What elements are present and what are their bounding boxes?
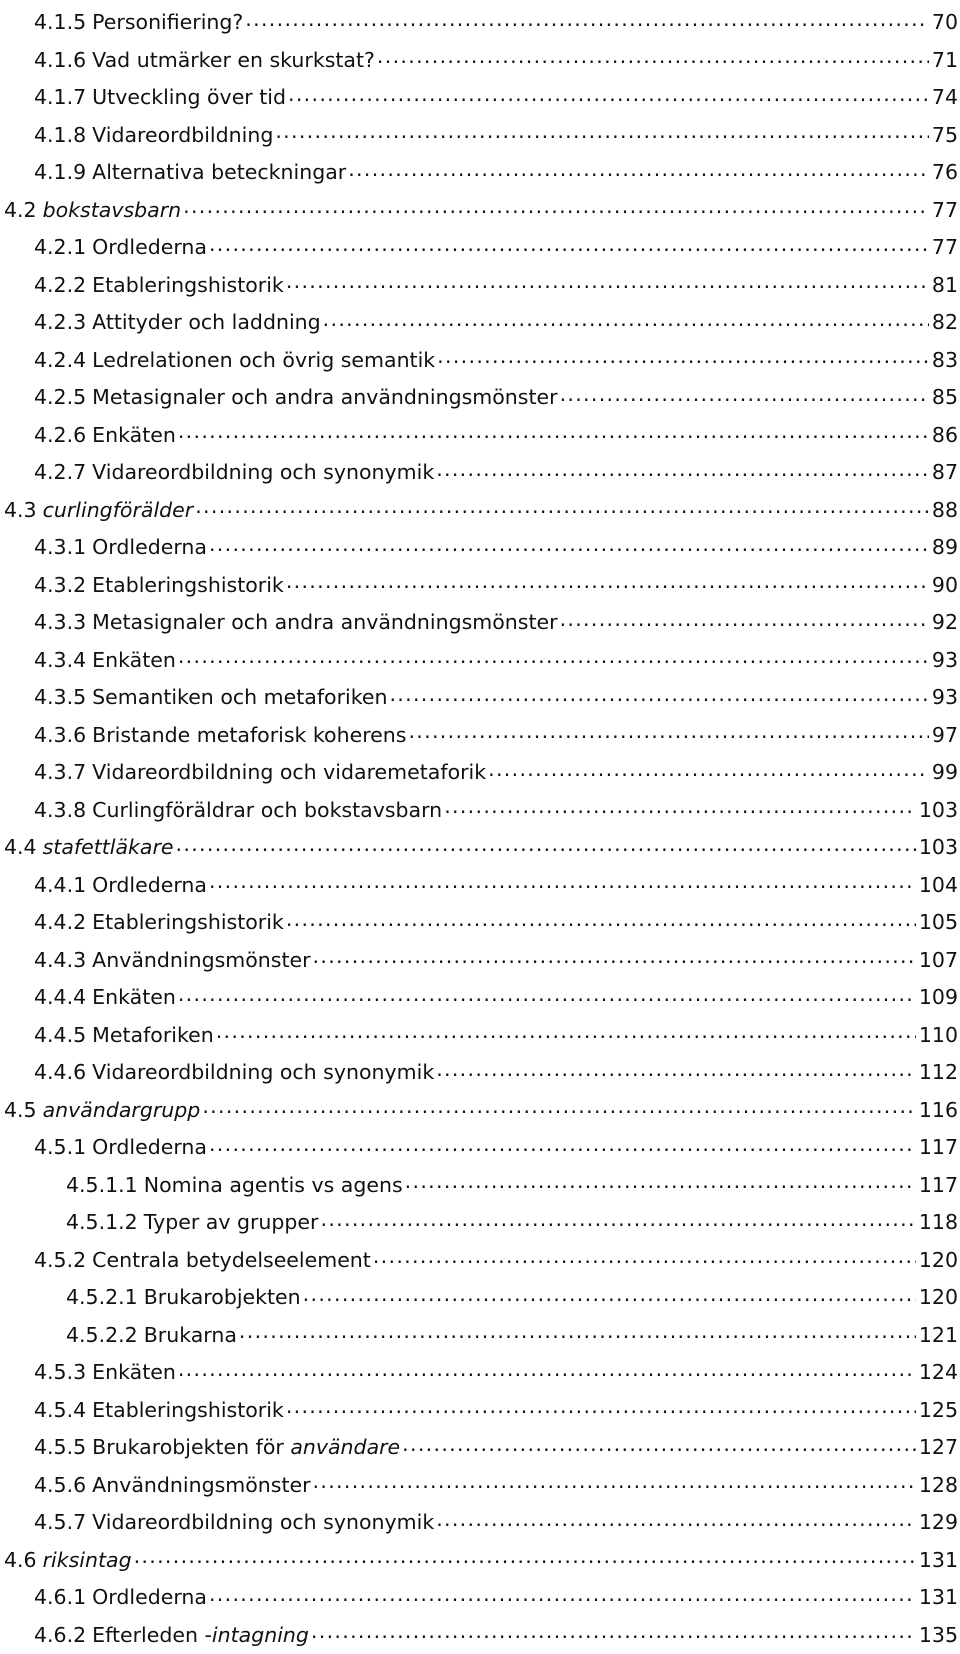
toc-entry-number: 4.3.1 xyxy=(34,529,86,567)
toc-entry[interactable] xyxy=(0,829,960,867)
toc-entry-number: 4.1.6 xyxy=(34,42,86,80)
toc-entry-title xyxy=(92,1617,309,1654)
toc-entry-number: 4.5 xyxy=(4,1092,37,1130)
toc-entry-title-text: Ordlederna xyxy=(92,1135,207,1159)
dot-leader xyxy=(560,609,929,630)
toc-entry-title xyxy=(92,79,286,117)
dot-leader xyxy=(209,871,916,892)
dot-leader xyxy=(377,46,929,67)
toc-entry-title xyxy=(92,154,346,192)
toc-entry-title-text: Användningsmönster xyxy=(92,948,310,972)
toc-entry-title xyxy=(92,717,406,755)
toc-entry-title xyxy=(92,754,486,792)
toc-entry-number: 4.2.4 xyxy=(34,342,86,380)
toc-entry-number: 4.1.7 xyxy=(34,79,86,117)
toc-entry-number: 4.1.8 xyxy=(34,117,86,155)
toc-entry-title-text: Etableringshistorik xyxy=(92,573,284,597)
toc-entry-title-text: Curlingföräldrar och bokstavsbarn xyxy=(92,798,442,822)
toc-entry-number: 4.4.1 xyxy=(34,867,86,905)
toc-entry-page-number: 70 xyxy=(932,4,958,42)
dot-leader xyxy=(303,1284,916,1305)
toc-entry[interactable] xyxy=(0,1467,960,1505)
toc-entry-title-text: Etableringshistorik xyxy=(92,910,284,934)
toc-entry-title-text: Bristande metaforisk koherens xyxy=(92,723,406,747)
toc-entry-title-text: Vidareordbildning och vidaremetaforik xyxy=(92,760,486,784)
toc-entry-title xyxy=(92,567,284,605)
toc-entry-number: 4.3.3 xyxy=(34,604,86,642)
toc-entry-title xyxy=(92,1467,310,1505)
dot-leader xyxy=(183,196,929,217)
toc-entry-title-text: Metasignaler och andra användningsmönster xyxy=(92,610,557,634)
toc-entry-title-text: Brukarobjekten för xyxy=(92,1435,290,1459)
toc-entry-title xyxy=(43,1542,132,1580)
toc-entry[interactable] xyxy=(0,604,960,642)
toc-entry-page-number: 76 xyxy=(932,154,958,192)
toc-entry-title xyxy=(92,1392,284,1430)
toc-entry-title xyxy=(92,229,207,267)
toc-entry[interactable] xyxy=(0,192,960,230)
toc-entry-number: 4.5.2.1 xyxy=(66,1279,138,1317)
toc-entry-title-text: Etableringshistorik xyxy=(92,1398,284,1422)
toc-entry-page-number: 125 xyxy=(919,1392,958,1430)
toc-entry[interactable] xyxy=(0,454,960,492)
toc-entry-page-number: 92 xyxy=(932,604,958,642)
dot-leader xyxy=(373,1246,916,1267)
toc-entry[interactable] xyxy=(0,379,960,417)
toc-entry[interactable] xyxy=(0,267,960,305)
toc-entry[interactable] xyxy=(0,867,960,905)
dot-leader xyxy=(437,346,929,367)
dot-leader xyxy=(216,1021,916,1042)
toc-entry-title-text: Vidareordbildning och synonymik xyxy=(92,1060,434,1084)
toc-entry-number: 4.5.2.2 xyxy=(66,1317,138,1355)
toc-entry[interactable] xyxy=(0,792,960,830)
toc-entry-title xyxy=(92,679,387,717)
toc-entry-title-text: Vidareordbildning och synonymik xyxy=(92,1510,434,1534)
toc-entry-title xyxy=(92,792,442,830)
toc-entry-title-text: Ordlederna xyxy=(92,873,207,897)
toc-entry[interactable] xyxy=(0,1617,960,1654)
toc-entry-title-text: Vad utmärker en skurkstat? xyxy=(92,48,375,72)
toc-entry-title xyxy=(92,1242,371,1280)
toc-entry[interactable] xyxy=(0,1392,960,1430)
toc-entry-number: 4.4.4 xyxy=(34,979,86,1017)
toc-entry-title-text: Ledrelationen och övrig semantik xyxy=(92,348,435,372)
toc-entry-title xyxy=(92,304,320,342)
toc-entry-title-text: Användningsmönster xyxy=(92,1473,310,1497)
toc-entry-title xyxy=(92,1129,207,1167)
toc-entry[interactable] xyxy=(0,1504,960,1542)
toc-entry[interactable] xyxy=(0,1167,960,1205)
toc-entry-page-number: 128 xyxy=(919,1467,958,1505)
toc-entry-title-text: curlingförälder xyxy=(43,498,194,522)
toc-entry-title xyxy=(43,492,194,530)
toc-entry-number: 4.4.3 xyxy=(34,942,86,980)
toc-entry-page-number: 103 xyxy=(919,792,958,830)
toc-entry-title xyxy=(92,379,557,417)
toc-entry-page-number: 129 xyxy=(919,1504,958,1542)
toc-entry[interactable] xyxy=(0,1129,960,1167)
dot-leader xyxy=(209,1584,916,1605)
toc-entry-title-text: Centrala betydelseelement xyxy=(92,1248,371,1272)
toc-entry-page-number: 110 xyxy=(919,1017,958,1055)
toc-entry-title-text: Semantiken och metaforiken xyxy=(92,685,387,709)
toc-entry[interactable] xyxy=(0,154,960,192)
toc-entry-page-number: 103 xyxy=(919,829,958,867)
toc-entry[interactable] xyxy=(0,79,960,117)
toc-entry-page-number: 109 xyxy=(919,979,958,1017)
toc-entry-page-number: 104 xyxy=(919,867,958,905)
dot-leader xyxy=(311,1621,916,1642)
toc-entry-page-number: 127 xyxy=(919,1429,958,1467)
dot-leader xyxy=(178,1359,916,1380)
toc-entry-title-text: Alternativa beteckningar xyxy=(92,160,346,184)
toc-entry-page-number: 86 xyxy=(932,417,958,455)
toc-entry-title xyxy=(92,417,176,455)
toc-entry[interactable] xyxy=(0,904,960,942)
toc-entry[interactable] xyxy=(0,42,960,80)
toc-entry-title xyxy=(92,904,284,942)
toc-entry-title xyxy=(92,642,176,680)
toc-entry-title xyxy=(92,942,310,980)
toc-entry-title-italic-term: användare xyxy=(290,1435,400,1459)
toc-entry-title xyxy=(92,1354,176,1392)
toc-entry-number: 4.5.6 xyxy=(34,1467,86,1505)
toc-entry[interactable] xyxy=(0,1204,960,1242)
toc-entry[interactable] xyxy=(0,1242,960,1280)
toc-entry-title xyxy=(92,117,273,155)
toc-entry-title-text: Brukarna xyxy=(144,1323,237,1347)
toc-entry-title xyxy=(43,829,174,867)
toc-entry-number: 4.3 xyxy=(4,492,37,530)
toc-entry-title-text: Enkäten xyxy=(92,423,176,447)
toc-entry-title xyxy=(92,1429,400,1467)
toc-entry[interactable] xyxy=(0,1317,960,1355)
toc-entry[interactable] xyxy=(0,979,960,1017)
toc-entry-page-number: 97 xyxy=(932,717,958,755)
toc-entry[interactable] xyxy=(0,229,960,267)
toc-entry-page-number: 105 xyxy=(919,904,958,942)
toc-entry-title-text: Attityder och laddning xyxy=(92,310,320,334)
toc-entry[interactable] xyxy=(0,1429,960,1467)
toc-entry-page-number: 112 xyxy=(919,1054,958,1092)
toc-entry-title xyxy=(92,979,176,1017)
toc-entry-number: 4.4.2 xyxy=(34,904,86,942)
toc-entry-title xyxy=(144,1204,319,1242)
toc-entry-number: 4.2.3 xyxy=(34,304,86,342)
toc-entry-number: 4.3.7 xyxy=(34,754,86,792)
toc-entry-page-number: 93 xyxy=(932,642,958,680)
toc-entry-number: 4.5.4 xyxy=(34,1392,86,1430)
toc-entry-title-text: Typer av grupper xyxy=(144,1210,319,1234)
toc-entry-page-number: 90 xyxy=(932,567,958,605)
dot-leader xyxy=(239,1321,916,1342)
toc-entry-page-number: 87 xyxy=(932,454,958,492)
toc-entry-number: 4.6.1 xyxy=(34,1579,86,1617)
dot-leader xyxy=(178,646,929,667)
toc-entry-page-number: 124 xyxy=(919,1354,958,1392)
toc-entry-number: 4.3.5 xyxy=(34,679,86,717)
toc-entry-page-number: 75 xyxy=(932,117,958,155)
toc-entry-page-number: 120 xyxy=(919,1279,958,1317)
toc-entry-number: 4.2.1 xyxy=(34,229,86,267)
toc-entry-title xyxy=(92,604,557,642)
toc-entry-number: 4.4 xyxy=(4,829,37,867)
toc-entry[interactable] xyxy=(0,117,960,155)
toc-entry-page-number: 107 xyxy=(919,942,958,980)
toc-entry-number: 4.2.2 xyxy=(34,267,86,305)
toc-entry-page-number: 77 xyxy=(932,192,958,230)
dot-leader xyxy=(275,121,929,142)
toc-entry-title xyxy=(92,342,435,380)
toc-entry-page-number: 118 xyxy=(919,1204,958,1242)
dot-leader xyxy=(560,384,929,405)
toc-entry-number: 4.1.9 xyxy=(34,154,86,192)
dot-leader xyxy=(286,1396,916,1417)
toc-entry-title-text: Efterleden - xyxy=(92,1623,212,1647)
toc-entry[interactable] xyxy=(0,304,960,342)
toc-entry-page-number: 131 xyxy=(919,1542,958,1580)
toc-entry-title xyxy=(92,1579,207,1617)
dot-leader xyxy=(313,1471,916,1492)
toc-entry-page-number: 83 xyxy=(932,342,958,380)
toc-entry-number: 4.2.7 xyxy=(34,454,86,492)
toc-entry-title xyxy=(92,267,284,305)
toc-entry-title-italic-term: intagning xyxy=(212,1623,309,1647)
dot-leader xyxy=(245,9,929,30)
toc-entry-page-number: 77 xyxy=(932,229,958,267)
toc-entry-page-number: 117 xyxy=(919,1129,958,1167)
toc-entry[interactable] xyxy=(0,1092,960,1130)
toc-entry-number: 4.3.4 xyxy=(34,642,86,680)
dot-leader xyxy=(389,684,928,705)
toc-entry-title-text: användargrupp xyxy=(43,1098,201,1122)
toc-entry[interactable] xyxy=(0,1054,960,1092)
toc-entry-number: 4.6 xyxy=(4,1542,37,1580)
toc-entry-page-number: 116 xyxy=(919,1092,958,1130)
toc-entry-page-number: 81 xyxy=(932,267,958,305)
toc-entry-number: 4.3.2 xyxy=(34,567,86,605)
dot-leader xyxy=(286,909,916,930)
dot-leader xyxy=(134,1546,916,1567)
toc-entry-title-text: riksintag xyxy=(43,1548,132,1572)
toc-entry-title xyxy=(43,192,182,230)
toc-entry[interactable] xyxy=(0,717,960,755)
toc-entry-title xyxy=(144,1167,403,1205)
toc-entry-title-text: Vidareordbildning och synonymik xyxy=(92,460,434,484)
dot-leader xyxy=(209,534,929,555)
toc-entry-page-number: 71 xyxy=(932,42,958,80)
toc-entry[interactable] xyxy=(0,567,960,605)
toc-entry[interactable] xyxy=(0,642,960,680)
toc-entry-title-text: Personifiering? xyxy=(92,10,243,34)
toc-entry-number: 4.1.5 xyxy=(34,4,86,42)
toc-entry-title xyxy=(144,1279,301,1317)
toc-entry-number: 4.5.3 xyxy=(34,1354,86,1392)
toc-entry-title-text: Ordlederna xyxy=(92,1585,207,1609)
toc-entry-title xyxy=(92,529,207,567)
toc-entry-number: 4.3.8 xyxy=(34,792,86,830)
dot-leader xyxy=(313,946,916,967)
toc-entry-title xyxy=(92,42,375,80)
toc-entry[interactable] xyxy=(0,1579,960,1617)
toc-entry-page-number: 93 xyxy=(932,679,958,717)
dot-leader xyxy=(405,1171,916,1192)
toc-entry-title xyxy=(92,867,207,905)
toc-entry-page-number: 88 xyxy=(932,492,958,530)
dot-leader xyxy=(195,496,929,517)
toc-entry-title-text: Metaforiken xyxy=(92,1023,214,1047)
dot-leader xyxy=(202,1096,916,1117)
toc-entry-page-number: 82 xyxy=(932,304,958,342)
toc-entry-number: 4.2.6 xyxy=(34,417,86,455)
toc-entry-title xyxy=(144,1317,237,1355)
toc-entry-page-number: 121 xyxy=(919,1317,958,1355)
toc-entry-title-text: bokstavsbarn xyxy=(43,198,182,222)
dot-leader xyxy=(444,796,916,817)
toc-entry-page-number: 135 xyxy=(919,1617,958,1654)
toc-entry-title-text: Metasignaler och andra användningsmönster xyxy=(92,385,557,409)
toc-entry-number: 4.4.5 xyxy=(34,1017,86,1055)
dot-leader xyxy=(286,271,929,292)
toc-entry-number: 4.5.1.2 xyxy=(66,1204,138,1242)
toc-entry-page-number: 89 xyxy=(932,529,958,567)
dot-leader xyxy=(209,234,929,255)
toc-entry[interactable] xyxy=(0,417,960,455)
toc-entry-page-number: 131 xyxy=(919,1579,958,1617)
toc-entry[interactable] xyxy=(0,342,960,380)
toc-entry-number: 4.6.2 xyxy=(34,1617,86,1654)
toc-entry[interactable] xyxy=(0,679,960,717)
toc-entry-title xyxy=(92,1504,434,1542)
toc-entry-title-text: Vidareordbildning xyxy=(92,123,273,147)
toc-entry[interactable] xyxy=(0,1017,960,1055)
toc-entry-number: 4.5.7 xyxy=(34,1504,86,1542)
toc-entry-title-text: stafettläkare xyxy=(43,835,174,859)
dot-leader xyxy=(209,1134,916,1155)
toc-entry-title-text: Utveckling över tid xyxy=(92,85,286,109)
dot-leader xyxy=(402,1434,916,1455)
toc-entry-title xyxy=(43,1092,201,1130)
dot-leader xyxy=(320,1209,915,1230)
toc-entry-title xyxy=(92,454,434,492)
dot-leader xyxy=(488,759,929,780)
dot-leader xyxy=(408,721,928,742)
dot-leader xyxy=(288,84,929,105)
toc-entry-title-text: Brukarobjekten xyxy=(144,1285,301,1309)
dot-leader xyxy=(436,1509,916,1530)
toc-entry-title-text: Ordlederna xyxy=(92,535,207,559)
toc-entry-title-text: Etableringshistorik xyxy=(92,273,284,297)
toc-entry-number: 4.2.5 xyxy=(34,379,86,417)
toc-entry-title-text: Ordlederna xyxy=(92,235,207,259)
toc-entry-title-text: Nomina agentis vs agens xyxy=(144,1173,403,1197)
toc-entry[interactable] xyxy=(0,942,960,980)
toc-entry[interactable] xyxy=(0,492,960,530)
toc-entry-page-number: 117 xyxy=(919,1167,958,1205)
toc-entry-number: 4.5.2 xyxy=(34,1242,86,1280)
toc-entry-number: 4.3.6 xyxy=(34,717,86,755)
dot-leader xyxy=(436,1059,916,1080)
toc-entry-title xyxy=(92,4,243,42)
dot-leader xyxy=(286,571,929,592)
toc-entry-number: 4.5.1 xyxy=(34,1129,86,1167)
dot-leader xyxy=(436,459,929,480)
toc-entry-number: 4.4.6 xyxy=(34,1054,86,1092)
dot-leader xyxy=(178,421,929,442)
toc-entry[interactable] xyxy=(0,4,960,42)
dot-leader xyxy=(323,309,929,330)
toc-entry-title-text: Enkäten xyxy=(92,985,176,1009)
toc-entry-number: 4.2 xyxy=(4,192,37,230)
toc-entry-page-number: 120 xyxy=(919,1242,958,1280)
toc-entry-number: 4.5.5 xyxy=(34,1429,86,1467)
toc-entry-page-number: 85 xyxy=(932,379,958,417)
toc-entry-title-text: Enkäten xyxy=(92,648,176,672)
toc-entry[interactable] xyxy=(0,1279,960,1317)
toc-entry-title-text: Enkäten xyxy=(92,1360,176,1384)
dot-leader xyxy=(178,984,916,1005)
toc-entry[interactable] xyxy=(0,529,960,567)
toc-entry[interactable] xyxy=(0,1542,960,1580)
dot-leader xyxy=(348,159,929,180)
toc-entry[interactable] xyxy=(0,754,960,792)
toc-entry-page-number: 99 xyxy=(932,754,958,792)
toc-entry-number: 4.5.1.1 xyxy=(66,1167,138,1205)
toc-entry[interactable] xyxy=(0,1354,960,1392)
toc-entry-page-number: 74 xyxy=(932,79,958,117)
toc-entry-title xyxy=(92,1017,214,1055)
dot-leader xyxy=(176,834,916,855)
toc-entry-title xyxy=(92,1054,434,1092)
